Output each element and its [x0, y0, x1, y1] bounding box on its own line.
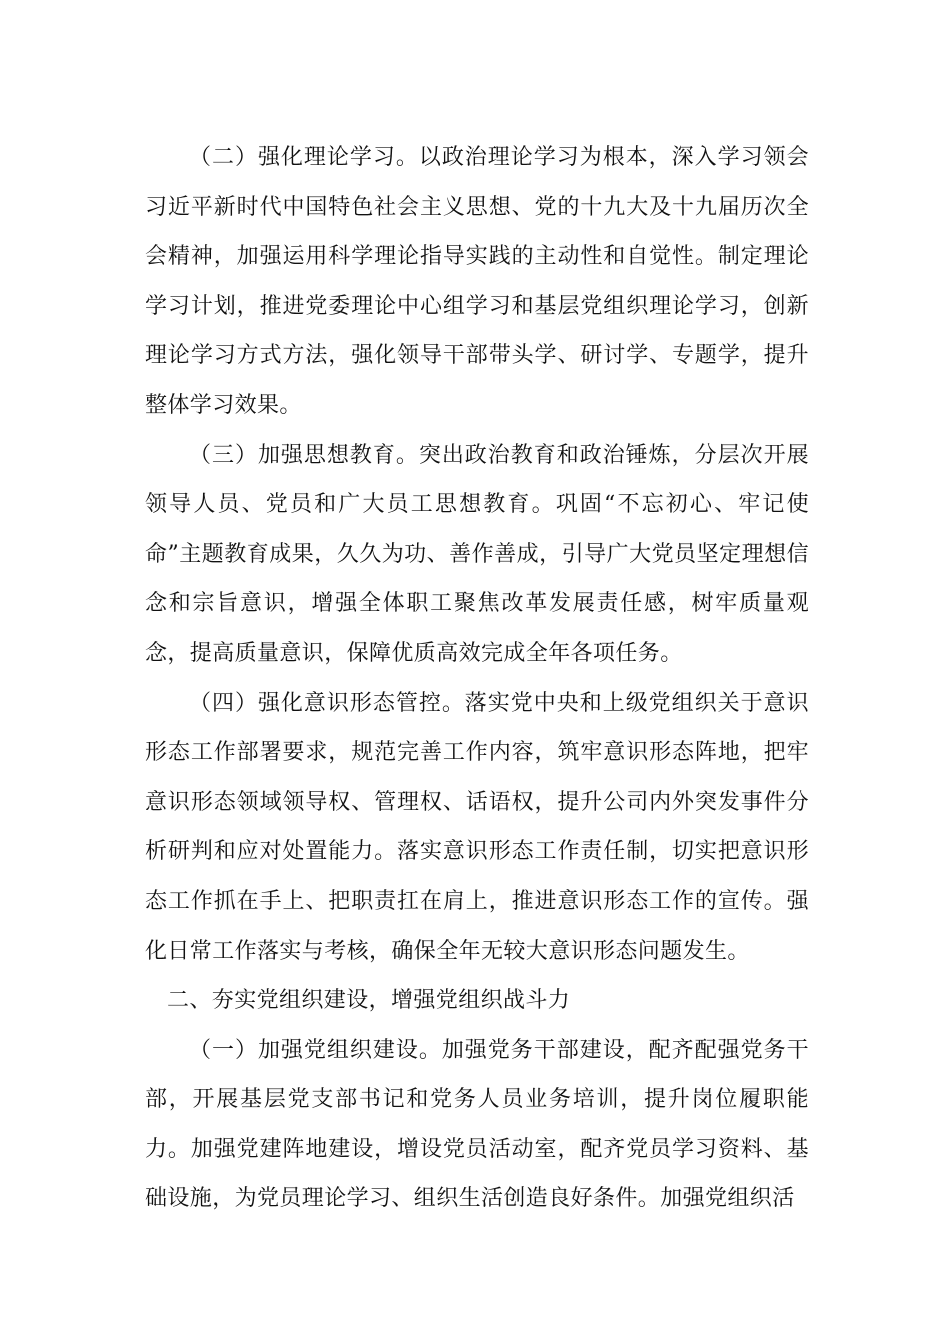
section-heading: 二、夯实党组织建设，增强党组织战斗力: [167, 988, 571, 1014]
paragraph-ideology-control: （四）强化意识形态管控。落实党中央和上级党组织关于意识形态工作部署要求，规范完善工作内容，筑牢意识形态阵地，把牢意识形态领域领导权、管理权、话语权，提升公司内外突发事件分析研判和应对处置能力。落实意识形态工作责任制，切实把意识形态工作抓在手上、把职责扛在肩上，推进意识形态工作的宣传。强化日常工作落实与考核，确保全年无较大意识形态问题发生。: [145, 690, 809, 964]
paragraph-ideological-education: （三）加强思想教育。突出政治教育和政治锤炼，分层次开展领导人员、党员和广大员工思想教育。巩固“不忘初心、牢记使命”主题教育成果，久久为功、善作善成，引导广大党员坚定理想信念和宗旨意识，增强全体职工聚焦改革发展责任感，树牢质量观念，提高质量意识，保障优质高效完成全年各项任务。: [145, 442, 809, 666]
document-body: [145, 133, 809, 1224]
paragraph-theory-study: （二）强化理论学习。以政治理论学习为根本，深入学习领会习近平新时代中国特色社会主义思想、党的十九大及十九届历次全会精神，加强运用科学理论指导实践的主动性和自觉性。制定理论学习计划，推进党委理论中心组学习和基层党组织理论学习，创新理论学习方式方法，强化领导干部带头学、研讨学、专题学，提升整体学习效果。: [145, 145, 809, 418]
paragraph-party-organization: （一）加强党组织建设。加强党务干部建设，配齐配强党务干部，开展基层党支部书记和党务人员业务培训，提升岗位履职能力。加强党建阵地建设，增设党员活动室，配齐党员学习资料、基础设施，为党员理论学习、组织生活创造良好条件。加强党组织活: [145, 1037, 809, 1212]
